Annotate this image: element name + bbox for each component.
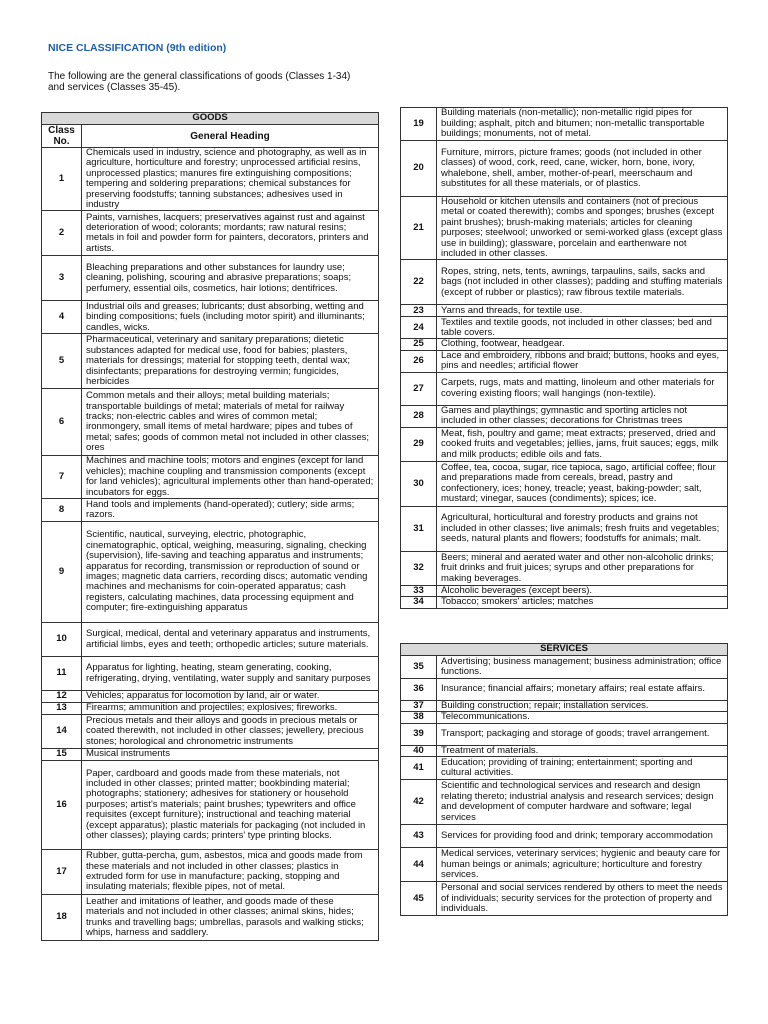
class-description: Building construction; repair; installation services.: [437, 701, 728, 712]
class-number: 41: [401, 757, 437, 780]
class-number: 39: [401, 723, 437, 745]
table-row: [42, 691, 379, 703]
table-row: [401, 825, 728, 848]
class-description: Household or kitchen utensils and containers (not of precious metal or coated therewith); combs and sponges; brushes (except paint brushes); brush-making materials; articles for cleaning purposes; steelwool; unworked or semi-worked glass (except glass use in building); glassware, porcelain and earthenware not included in other classes.: [437, 197, 728, 260]
table-row: [42, 623, 379, 657]
goods-section-header: GOODS: [42, 113, 379, 125]
table-row: [42, 256, 379, 301]
class-number: 8: [42, 499, 82, 522]
class-description: Meat, fish, poultry and game; meat extracts; preserved, dried and cooked fruits and vegetables; jellies, jams, fruit sauces; eggs, milk and milk products; edible oils and fats.: [437, 427, 728, 461]
class-number: 26: [401, 350, 437, 372]
class-number: 1: [42, 148, 82, 211]
class-description: Building materials (non-metallic); non-metallic rigid pipes for building; asphalt, pitch and bitumen; non-metallic transportable buildings; monuments, not of metal.: [437, 108, 728, 141]
class-number: 40: [401, 745, 437, 756]
class-description: Beers; mineral and aerated water and other non-alcoholic drinks; fruit drinks and fruit juices; syrups and other preparations for making beverages.: [437, 551, 728, 585]
table-row: [42, 749, 379, 761]
class-number: 19: [401, 108, 437, 141]
class-description: Paints, varnishes, lacquers; preservatives against rust and against deterioration of wood; colorants; mordants; raw natural resins; metals in foil and powder form for painters, decorators, printers and artists.: [82, 211, 379, 256]
class-number: 27: [401, 372, 437, 405]
class-number: 15: [42, 749, 82, 761]
class-number: 38: [401, 712, 437, 723]
class-number: 22: [401, 260, 437, 305]
class-description: Insurance; financial affairs; monetary affairs; real estate affairs.: [437, 679, 728, 701]
table-row: [401, 745, 728, 756]
table-row: [401, 656, 728, 679]
table-row: [42, 499, 379, 522]
table-row: [401, 317, 728, 339]
class-number: 17: [42, 850, 82, 895]
table-row: [42, 211, 379, 256]
class-number: 6: [42, 389, 82, 456]
table-row: [401, 427, 728, 461]
table-row: [401, 305, 728, 317]
class-description: Textiles and textile goods, not included in other classes; bed and table covers.: [437, 317, 728, 339]
table-row: [401, 679, 728, 701]
class-number: 28: [401, 405, 437, 427]
class-number: 14: [42, 715, 82, 749]
class-description: Ropes, string, nets, tents, awnings, tarpaulins, sails, sacks and bags (not included in other classes); padding and stuffing materials (except of rubber or plastics); raw fibrous textile materials.: [437, 260, 728, 305]
table-row: [42, 761, 379, 850]
class-number: 35: [401, 656, 437, 679]
table-row: [42, 703, 379, 715]
class-number: 34: [401, 597, 437, 608]
class-number: 11: [42, 657, 82, 691]
class-number: 32: [401, 551, 437, 585]
class-number: 43: [401, 825, 437, 848]
class-number: 31: [401, 506, 437, 551]
table-row: [42, 148, 379, 211]
class-description: Industrial oils and greases; lubricants; dust absorbing, wetting and binding compositions; fuels (including motor spirit) and illuminants; candles, wicks.: [82, 301, 379, 334]
class-description: Lace and embroidery, ribbons and braid; buttons, hooks and eyes, pins and needles; artificial flower: [437, 350, 728, 372]
class-description: Agricultural, horticultural and forestry products and grains not included in other classes; live animals; fresh fruits and vegetables; seeds, natural plants and flowers; foodstuffs for animals; malt.: [437, 506, 728, 551]
class-number: 12: [42, 691, 82, 703]
class-description: Treatment of materials.: [437, 745, 728, 756]
class-number: 24: [401, 317, 437, 339]
table-row: [401, 712, 728, 723]
table-row: [42, 657, 379, 691]
table-row: [401, 701, 728, 712]
table-row: [401, 339, 728, 350]
class-description: Medical services, veterinary services; hygienic and beauty care for human beings or animals; agriculture; horticulture and forestry services.: [437, 848, 728, 882]
class-description: Precious metals and their alloys and goods in precious metals or coated therewith, not included in other classes; jewellery, precious stones; horological and chronometric instruments: [82, 715, 379, 749]
table-row: [42, 334, 379, 389]
class-number: 13: [42, 703, 82, 715]
class-description: Chemicals used in industry, science and photography, as well as in agriculture, horticulture and forestry; unprocessed artificial resins, unprocessed plastics; manures fire extinguishing compositions; tempering and soldering preparations; chemical substances for preserving foodstuffs; tanning substances; adhesives used in industry: [82, 148, 379, 211]
class-description: Advertising; business management; business administration; office functions.: [437, 656, 728, 679]
class-number: 10: [42, 623, 82, 657]
class-number: 36: [401, 679, 437, 701]
intro-text-line-2: and services (Classes 35-45).: [48, 82, 181, 93]
table-row: [42, 389, 379, 456]
class-number: 25: [401, 339, 437, 350]
table-row: [401, 882, 728, 916]
table-row: [401, 372, 728, 405]
class-number: 7: [42, 456, 82, 499]
table-row: [42, 522, 379, 623]
class-description: Personal and social services rendered by others to meet the needs of individuals; security services for the protection of property and individuals.: [437, 882, 728, 916]
class-number: 20: [401, 141, 437, 197]
class-description: Common metals and their alloys; metal building materials; transportable buildings of metal; materials of metal for railway tracks; non-electric cables and wires of common metal; ironmongery, small items of metal hardware; pipes and tubes of metal; safes; goods of common metal not included in other classes; ores: [82, 389, 379, 456]
class-description: Paper, cardboard and goods made from these materials, not included in other classes; printed matter; bookbinding material; photographs; stationery; adhesives for stationery or household purposes; artist's materials; paint brushes; typewriters and office requisites (except furniture); instructional and teaching material (except apparatus); plastic materials for packaging (not included in other classes); playing cards; printers' type printing blocks.: [82, 761, 379, 850]
goods-table-left: [41, 112, 379, 941]
class-number: 3: [42, 256, 82, 301]
table-row: [401, 848, 728, 882]
table-row: [42, 850, 379, 895]
class-number: 9: [42, 522, 82, 623]
class-description: Vehicles; apparatus for locomotion by land, air or water.: [82, 691, 379, 703]
class-number: 4: [42, 301, 82, 334]
class-number: 33: [401, 585, 437, 596]
table-row: [42, 456, 379, 499]
class-number: 5: [42, 334, 82, 389]
table-row: [401, 757, 728, 780]
class-number: 23: [401, 305, 437, 317]
table-row: [401, 551, 728, 585]
table-row: [401, 597, 728, 608]
class-number: 21: [401, 197, 437, 260]
class-number-header: Class No.: [42, 125, 82, 148]
table-row: [401, 108, 728, 141]
class-number: 44: [401, 848, 437, 882]
class-description: Firearms; ammunition and projectiles; explosives; fireworks.: [82, 703, 379, 715]
services-section-header: SERVICES: [401, 644, 728, 656]
class-description: Yarns and threads, for textile use.: [437, 305, 728, 317]
goods-table-right: [400, 107, 728, 609]
class-description: Leather and imitations of leather, and goods made of these materials and not included in other classes; animal skins, hides; trunks and travelling bags; umbrellas, parasols and walking sticks; whips, harness and saddlery.: [82, 895, 379, 941]
class-number: 45: [401, 882, 437, 916]
class-number: 18: [42, 895, 82, 941]
class-number: 2: [42, 211, 82, 256]
class-number: 29: [401, 427, 437, 461]
table-row: [42, 301, 379, 334]
table-row: [401, 141, 728, 197]
class-description: Education; providing of training; entertainment; sporting and cultural activities.: [437, 757, 728, 780]
general-heading-header: General Heading: [82, 125, 379, 148]
class-description: Coffee, tea, cocoa, sugar, rice tapioca, sago, artificial coffee; flour and preparations made from cereals, bread, pastry and confectionery, ices; honey, treacle; yeast, baking-powder; salt, mustard; vinegar, sauces (condiments); spices; ice.: [437, 461, 728, 506]
class-description: Apparatus for lighting, heating, steam generating, cooking, refrigerating, drying, ventilating, water supply and sanitary purposes: [82, 657, 379, 691]
class-description: Telecommunications.: [437, 712, 728, 723]
table-row: [401, 197, 728, 260]
table-row: [401, 260, 728, 305]
class-number: 16: [42, 761, 82, 850]
class-description: Scientific and technological services and research and design relating thereto; industrial analysis and research services; design and development of computer hardware and software; legal services: [437, 780, 728, 825]
services-table: [400, 643, 728, 916]
class-description: Surgical, medical, dental and veterinary apparatus and instruments, artificial limbs, eyes and teeth; orthopedic articles; suture materials.: [82, 623, 379, 657]
class-description: Services for providing food and drink; temporary accommodation: [437, 825, 728, 848]
table-row: [401, 461, 728, 506]
class-number: 42: [401, 780, 437, 825]
class-number: 37: [401, 701, 437, 712]
table-row: [401, 723, 728, 745]
table-row: [401, 506, 728, 551]
table-row: [401, 780, 728, 825]
class-description: Transport; packaging and storage of goods; travel arrangement.: [437, 723, 728, 745]
class-description: Machines and machine tools; motors and engines (except for land vehicles); machine coupling and transmission components (except for land vehicles); agricultural implements other than hand-operated; incubators for eggs.: [82, 456, 379, 499]
class-description: Rubber, gutta-percha, gum, asbestos, mica and goods made from these materials and not included in other classes; plastics in extruded form for use in manufacture; packing, stopping and insulating materials; flexible pipes, not of metal.: [82, 850, 379, 895]
class-description: Games and playthings; gymnastic and sporting articles not included in other classes; decorations for Christmas trees: [437, 405, 728, 427]
class-description: Bleaching preparations and other substances for laundry use; cleaning, polishing, scouring and abrasive preparations; soaps; perfumery, essential oils, cosmetics, hair lotions; dentifrices.: [82, 256, 379, 301]
class-description: Hand tools and implements (hand-operated); cutlery; side arms; razors.: [82, 499, 379, 522]
table-row: [401, 350, 728, 372]
page-title: NICE CLASSIFICATION (9th edition): [48, 42, 227, 54]
class-description: Scientific, nautical, surveying, electric, photographic, cinematographic, optical, weighing, measuring, signaling, checking (supervision), life-saving and teaching apparatus and instruments; apparatus for recording, transmission or reproduction of sound or images; magnetic data carriers, recording discs; automatic vending machines and mechanisms for coin-operated apparatus; cash registers, calculating machines, data processing equipment and computer; fire-extinguishing apparatus: [82, 522, 379, 623]
table-row: [42, 895, 379, 941]
table-row: [401, 405, 728, 427]
class-description: Furniture, mirrors, picture frames; goods (not included in other classes) of wood, cork, reed, cane, wicker, horn, bone, ivory, whalebone, shell, amber, mother-of-pearl, meerschaum and substitutes for all these materials, or of plastics.: [437, 141, 728, 197]
intro-text-line-1: The following are the general classifications of goods (Classes 1-34): [48, 71, 351, 82]
class-description: Musical instruments: [82, 749, 379, 761]
table-row: [42, 715, 379, 749]
class-description: Carpets, rugs, mats and matting, linoleum and other materials for covering existing floors; wall hangings (non-textile).: [437, 372, 728, 405]
class-description: Clothing, footwear, headgear.: [437, 339, 728, 350]
table-row: [401, 585, 728, 596]
class-description: Pharmaceutical, veterinary and sanitary preparations; dietetic substances adapted for medical use, food for babies; plasters, materials for dressings; material for stopping teeth, dental wax; disinfectants; preparations for destroying vermin; fungicides, herbicides: [82, 334, 379, 389]
class-number: 30: [401, 461, 437, 506]
class-description: Alcoholic beverages (except beers).: [437, 585, 728, 596]
class-description: Tobacco; smokers' articles; matches: [437, 597, 728, 608]
